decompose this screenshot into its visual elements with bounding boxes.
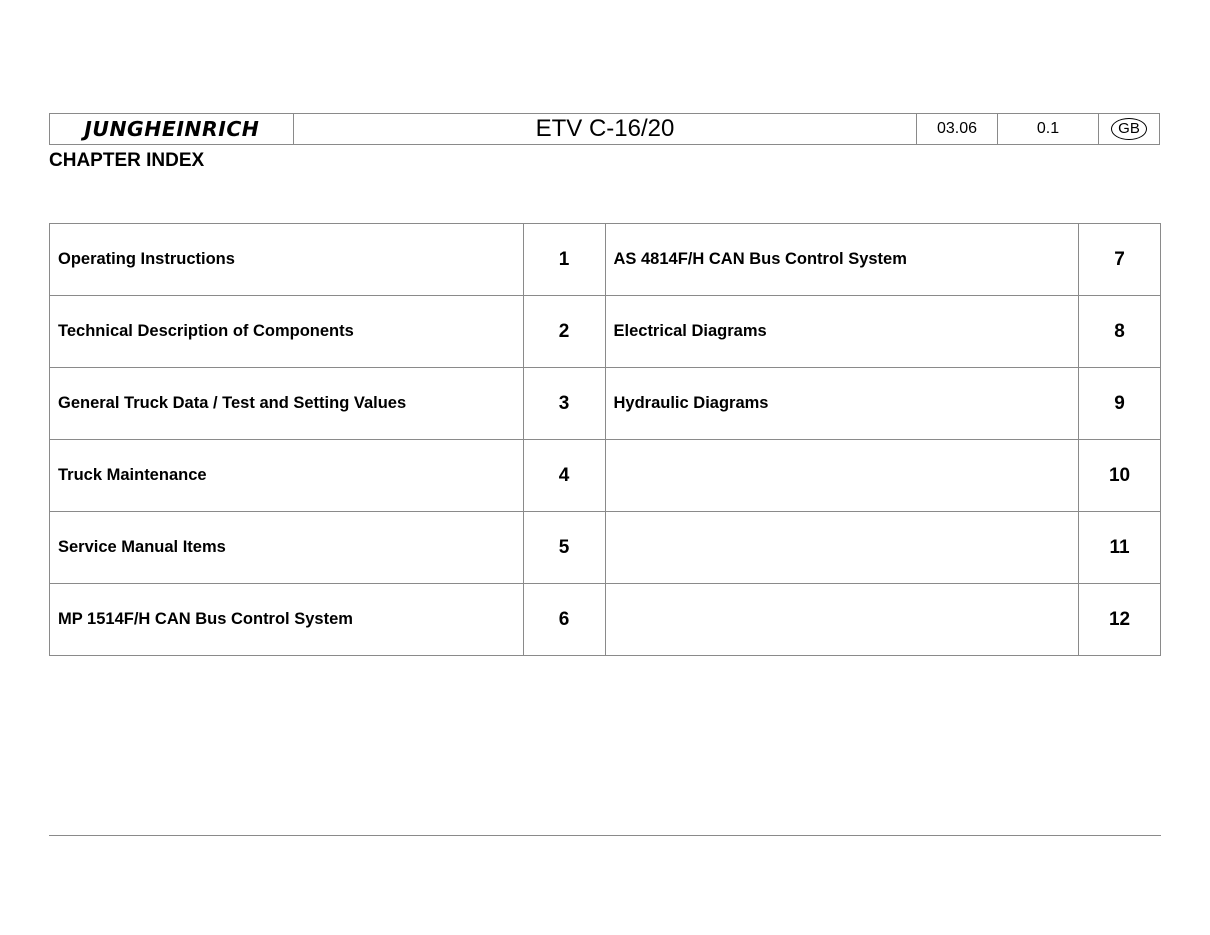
page-title: CHAPTER INDEX: [49, 150, 205, 171]
chapter-number: 2: [523, 296, 605, 368]
chapter-row: [50, 368, 1161, 440]
chapter-label: Operating Instructions: [50, 224, 524, 296]
language-badge: GB: [1111, 118, 1147, 140]
chapter-label: Electrical Diagrams: [605, 296, 1079, 368]
brand-logo: JUNGHEINRICH: [83, 117, 260, 141]
document-header: [49, 113, 1160, 145]
chapter-number: 5: [523, 512, 605, 584]
chapter-label: [605, 440, 1079, 512]
chapter-number: 3: [523, 368, 605, 440]
chapter-number: 11: [1079, 512, 1161, 584]
chapter-label: Technical Description of Components: [50, 296, 524, 368]
chapter-row: [50, 584, 1161, 656]
chapter-label: AS 4814F/H CAN Bus Control System: [605, 224, 1079, 296]
chapter-label: Truck Maintenance: [50, 440, 524, 512]
chapter-number: 8: [1079, 296, 1161, 368]
chapter-label: Hydraulic Diagrams: [605, 368, 1079, 440]
footer-divider: [49, 835, 1161, 836]
chapter-label: MP 1514F/H CAN Bus Control System: [50, 584, 524, 656]
language-cell: [1099, 114, 1159, 144]
chapter-label: [605, 512, 1079, 584]
chapter-label: [605, 584, 1079, 656]
chapter-row: [50, 512, 1161, 584]
chapter-number: 6: [523, 584, 605, 656]
chapter-row: [50, 296, 1161, 368]
page-version: 0.1: [998, 114, 1099, 144]
chapter-index-table: [49, 223, 1161, 656]
chapter-number: 7: [1079, 224, 1161, 296]
logo-cell: [50, 114, 294, 144]
chapter-number: 12: [1079, 584, 1161, 656]
chapter-number: 4: [523, 440, 605, 512]
chapter-label: Service Manual Items: [50, 512, 524, 584]
chapter-number: 9: [1079, 368, 1161, 440]
chapter-row: [50, 224, 1161, 296]
chapter-number: 1: [523, 224, 605, 296]
model-title: ETV C-16/20: [294, 114, 917, 144]
chapter-label: General Truck Data / Test and Setting Values: [50, 368, 524, 440]
chapter-row: [50, 440, 1161, 512]
issue-date: 03.06: [917, 114, 998, 144]
chapter-number: 10: [1079, 440, 1161, 512]
